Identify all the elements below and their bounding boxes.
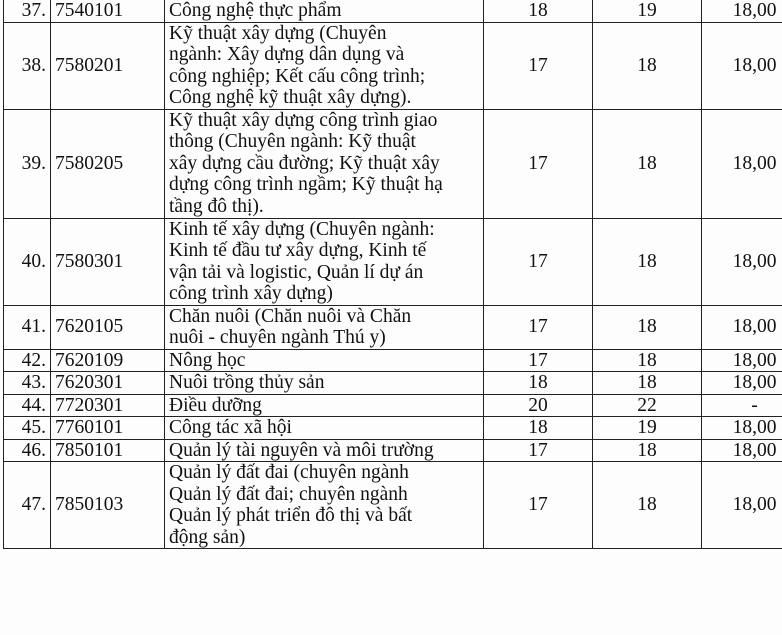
row-number-cell: 39. (4, 109, 51, 218)
score-cell-1: 18 (484, 372, 593, 395)
program-name-line: Quản lý đất đai; chuyên ngành (169, 483, 408, 505)
program-name-line: Quản lý phát triển đô thị và bất (169, 505, 413, 526)
program-name-line: dựng công trình ngầm; Kỹ thuật hạ (169, 174, 443, 196)
row-number-cell: 42. (4, 349, 51, 372)
score-cell-3: 18,00 (702, 417, 782, 440)
score-cell-3: 18,00 (702, 372, 782, 395)
row-number-cell: 38. (4, 22, 51, 109)
program-name-line: vận tải và logistic, Quản lí dự án (169, 261, 424, 283)
row-number-cell: 41. (4, 305, 51, 349)
program-name-line: Quản lý đất đai (chuyên ngành (169, 462, 409, 483)
score-cell-1: 20 (484, 394, 593, 417)
program-name-line: Nông học (169, 349, 246, 371)
program-code-cell: 7580301 (51, 218, 165, 305)
table-row (4, 109, 782, 218)
score-cell-1: 18 (484, 417, 593, 440)
program-name-cell (165, 305, 484, 349)
table-row (4, 305, 782, 349)
table-row (4, 372, 782, 395)
score-cell-1: 17 (484, 22, 593, 109)
score-cell-3: 18,00 (702, 0, 782, 22)
score-cell-3: 18,00 (702, 109, 782, 218)
table-row (4, 417, 782, 440)
program-name-cell (165, 372, 484, 395)
program-name-line: động sản) (169, 526, 246, 548)
score-cell-2: 19 (593, 0, 702, 22)
score-cell-1: 17 (484, 109, 593, 218)
program-name-cell (165, 462, 484, 549)
program-code-cell: 7620301 (51, 372, 165, 395)
score-cell-2: 18 (593, 218, 702, 305)
program-name-line: Công nghệ kỹ thuật xây dựng). (169, 87, 412, 108)
program-name-line: nuôi - chuyên ngành Thú y) (169, 327, 386, 348)
score-cell-2: 18 (593, 305, 702, 349)
program-name-line: Kỹ thuật xây dựng công trình giao (169, 109, 438, 131)
score-cell-3: - (702, 394, 782, 417)
program-code-cell: 7580201 (51, 22, 165, 109)
score-cell-1: 17 (484, 349, 593, 372)
program-name-line: thông (Chuyên ngành: Kỹ thuật (169, 131, 416, 153)
program-name-line: tầng đô thị). (169, 195, 264, 217)
table-row (4, 22, 782, 109)
score-cell-1: 17 (484, 305, 593, 349)
table-body (4, 0, 782, 549)
program-name-cell (165, 394, 484, 417)
score-cell-1: 17 (484, 462, 593, 549)
program-name-line: xây dựng cầu đường; Kỹ thuật xây (169, 152, 440, 174)
score-cell-2: 18 (593, 462, 702, 549)
program-name-line: Điều dưỡng (169, 394, 262, 416)
score-cell-3: 18,00 (702, 305, 782, 349)
score-cell-1: 17 (484, 218, 593, 305)
program-name-line: Kinh tế đầu tư xây dựng, Kinh tế (169, 240, 427, 261)
row-number-cell: 46. (4, 439, 51, 462)
score-cell-2: 19 (593, 417, 702, 440)
program-name-line: công trình xây dựng) (169, 283, 333, 304)
program-code-cell: 7760101 (51, 417, 165, 440)
program-name-cell (165, 439, 484, 462)
program-name-line: Công nghệ thực phẩm (169, 0, 342, 21)
row-number-cell: 44. (4, 394, 51, 417)
program-code-cell: 7720301 (51, 394, 165, 417)
table-row (4, 349, 782, 372)
program-code-cell: 7580205 (51, 109, 165, 218)
admission-score-table (3, 0, 782, 549)
score-cell-2: 18 (593, 439, 702, 462)
row-number-cell: 45. (4, 417, 51, 440)
score-cell-1: 17 (484, 439, 593, 462)
score-cell-3: 18,00 (702, 349, 782, 372)
score-cell-2: 18 (593, 22, 702, 109)
score-cell-3: 18,00 (702, 218, 782, 305)
program-name-line: Kỹ thuật xây dựng (Chuyên (169, 22, 387, 44)
score-cell-2: 18 (593, 372, 702, 395)
table-row (4, 462, 782, 549)
row-number-cell: 47. (4, 462, 51, 549)
program-code-cell: 7620109 (51, 349, 165, 372)
table-row (4, 0, 782, 22)
program-name-cell (165, 218, 484, 305)
row-number-cell: 37. (4, 0, 51, 22)
table-row (4, 394, 782, 417)
table-row (4, 218, 782, 305)
score-cell-2: 18 (593, 109, 702, 218)
program-name-cell (165, 349, 484, 372)
score-cell-3: 18,00 (702, 22, 782, 109)
program-code-cell: 7850101 (51, 439, 165, 462)
table-row (4, 439, 782, 462)
program-code-cell: 7850103 (51, 462, 165, 549)
program-name-line: Nuôi trồng thủy sản (169, 372, 325, 393)
program-code-cell: 7620105 (51, 305, 165, 349)
program-name-line: công nghiệp; Kết cấu công trình; (169, 65, 426, 87)
program-name-line: Chăn nuôi (Chăn nuôi và Chăn (169, 305, 412, 327)
score-cell-2: 18 (593, 349, 702, 372)
program-name-line: Công tác xã hội (169, 417, 292, 438)
program-name-line: ngành: Xây dựng dân dụng và (169, 44, 405, 65)
score-cell-2: 22 (593, 394, 702, 417)
program-name-cell (165, 417, 484, 440)
program-name-cell (165, 22, 484, 109)
row-number-cell: 43. (4, 372, 51, 395)
program-name-cell (165, 109, 484, 218)
program-name-cell (165, 0, 484, 22)
program-name-line: Quản lý tài nguyên và môi trường (169, 439, 434, 461)
program-name-line: Kinh tế xây dựng (Chuyên ngành: (169, 218, 435, 240)
score-cell-3: 18,00 (702, 462, 782, 549)
score-cell-1: 18 (484, 0, 593, 22)
row-number-cell: 40. (4, 218, 51, 305)
score-cell-3: 18,00 (702, 439, 782, 462)
program-code-cell: 7540101 (51, 0, 165, 22)
